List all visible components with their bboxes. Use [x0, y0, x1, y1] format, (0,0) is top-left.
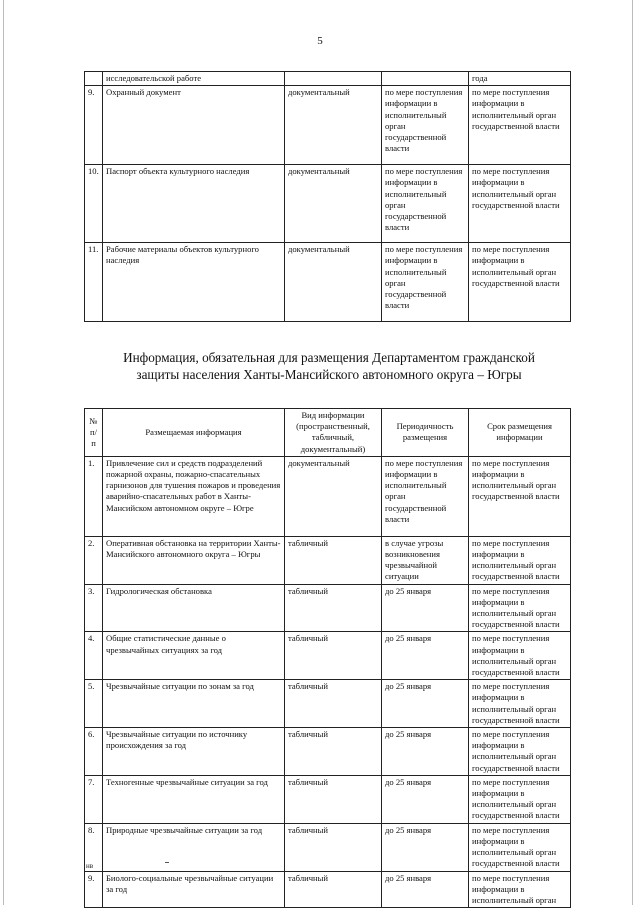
table-row: [85, 680, 571, 728]
table-row: [85, 72, 571, 86]
row-type: [285, 72, 382, 86]
header-term: Срок размещения информации: [469, 409, 571, 457]
row-info: Оперативная обстановка на территории Ханты-Мансийского автономного округа – Югры: [103, 536, 285, 584]
row-number: 11.: [85, 243, 103, 322]
row-period: в случае угрозы возникновения чрезвычайной ситуации: [382, 536, 469, 584]
row-type: табличный: [285, 632, 382, 680]
row-type: документальный: [285, 456, 382, 536]
row-number: 8.: [85, 823, 103, 871]
row-type: табличный: [285, 680, 382, 728]
row-number: 3.: [85, 584, 103, 632]
row-info: Техногенные чрезвычайные ситуации за год: [103, 775, 285, 823]
cultural-heritage-table: [84, 71, 571, 322]
row-number: 7.: [85, 775, 103, 823]
row-info: Природные чрезвычайные ситуации за год: [103, 823, 285, 871]
row-type: документальный: [285, 165, 382, 243]
row-info: исследовательской работе: [103, 72, 285, 86]
row-term: по мере поступления информации в исполнительный орган государственной власти: [469, 456, 571, 536]
row-period: по мере поступления информации в исполнительный орган государственной власти: [382, 86, 469, 165]
row-type: табличный: [285, 728, 382, 776]
row-period: по мере поступления информации в исполнительный орган государственной власти: [382, 456, 469, 536]
row-number: 1.: [85, 456, 103, 536]
table-row: [85, 584, 571, 632]
row-number: 2.: [85, 536, 103, 584]
scan-edge-left: [3, 0, 4, 905]
row-info: Гидрологическая обстановка: [103, 584, 285, 632]
row-period: до 25 января: [382, 584, 469, 632]
row-type: табличный: [285, 584, 382, 632]
row-type: табличный: [285, 775, 382, 823]
header-number: № п/п: [85, 409, 103, 457]
table-row: [85, 456, 571, 536]
page-number: 5: [317, 35, 323, 47]
row-number: [85, 72, 103, 86]
table-row: [85, 243, 571, 322]
row-term: по мере поступления информации в исполнительный орган государственной власти: [469, 775, 571, 823]
civil-protection-table: [84, 408, 571, 908]
row-number: 9.: [85, 871, 103, 908]
row-term: по мере поступления информации в исполнительный орган государственной власти: [469, 728, 571, 776]
row-period: до 25 января: [382, 823, 469, 871]
row-info: Паспорт объекта культурного наследия: [103, 165, 285, 243]
row-term: по мере поступления информации в исполнительный орган государственной власти: [469, 243, 571, 322]
table-row: [85, 775, 571, 823]
row-info: Чрезвычайные ситуации по источнику происхождения за год: [103, 728, 285, 776]
row-type: табличный: [285, 823, 382, 871]
row-info: Общие статистические данные о чрезвычайных ситуациях за год: [103, 632, 285, 680]
row-type: документальный: [285, 243, 382, 322]
table-row: [85, 728, 571, 776]
row-type: табличный: [285, 536, 382, 584]
row-period: до 25 января: [382, 728, 469, 776]
scan-edge-right: [632, 0, 633, 905]
row-type: документальный: [285, 86, 382, 165]
row-period: [382, 72, 469, 86]
header-period: Периодичность размещения: [382, 409, 469, 457]
header-type: Вид информации (пространственный, табличный, документальный): [285, 409, 382, 457]
footer-initials: нв: [86, 862, 94, 870]
row-term: по мере поступления информации в исполнительный орган: [469, 871, 571, 908]
table-row: [85, 536, 571, 584]
table-row: [85, 165, 571, 243]
row-number: 10.: [85, 165, 103, 243]
row-period: по мере поступления информации в исполнительный орган государственной власти: [382, 243, 469, 322]
row-type: табличный: [285, 871, 382, 908]
table-row: [85, 823, 571, 871]
table-row: [85, 632, 571, 680]
section-heading: Информация, обязательная для размещения Департаментом гражданской защиты населения Ханты-Мансийского автономного округа – Югры: [123, 350, 535, 382]
row-term: по мере поступления информации в исполнительный орган государственной власти: [469, 536, 571, 584]
row-info: Биолого-социальные чрезвычайные ситуации за год: [103, 871, 285, 908]
row-number: 4.: [85, 632, 103, 680]
row-number: 5.: [85, 680, 103, 728]
table-header-row: [85, 409, 571, 457]
row-period: до 25 января: [382, 871, 469, 908]
row-period: до 25 января: [382, 680, 469, 728]
row-term: по мере поступления информации в исполнительный орган государственной власти: [469, 680, 571, 728]
row-info: Чрезвычайные ситуации по зонам за год: [103, 680, 285, 728]
scan-speck: [165, 862, 169, 863]
row-term: по мере поступления информации в исполнительный орган государственной власти: [469, 165, 571, 243]
row-info: Рабочие материалы объектов культурного наследия: [103, 243, 285, 322]
row-term: по мере поступления информации в исполнительный орган государственной власти: [469, 86, 571, 165]
table-row: [85, 871, 571, 908]
row-period: по мере поступления информации в исполнительный орган государственной власти: [382, 165, 469, 243]
row-period: до 25 января: [382, 632, 469, 680]
row-term: по мере поступления информации в исполнительный орган государственной власти: [469, 632, 571, 680]
row-period: до 25 января: [382, 775, 469, 823]
row-term: по мере поступления информации в исполнительный орган государственной власти: [469, 823, 571, 871]
row-info: Охранный документ: [103, 86, 285, 165]
table-row: [85, 86, 571, 165]
row-term: года: [469, 72, 571, 86]
row-number: 6.: [85, 728, 103, 776]
row-info: Привлечение сил и средств подразделений пожарной охраны, пожарно-спасательных гарнизонов для тушения пожаров и проведения аварийно-спасательных работ в Ханты-Мансийском автономном округе – Югре: [103, 456, 285, 536]
header-info: Размещаемая информация: [103, 409, 285, 457]
row-term: по мере поступления информации в исполнительный орган государственной власти: [469, 584, 571, 632]
row-number: 9.: [85, 86, 103, 165]
